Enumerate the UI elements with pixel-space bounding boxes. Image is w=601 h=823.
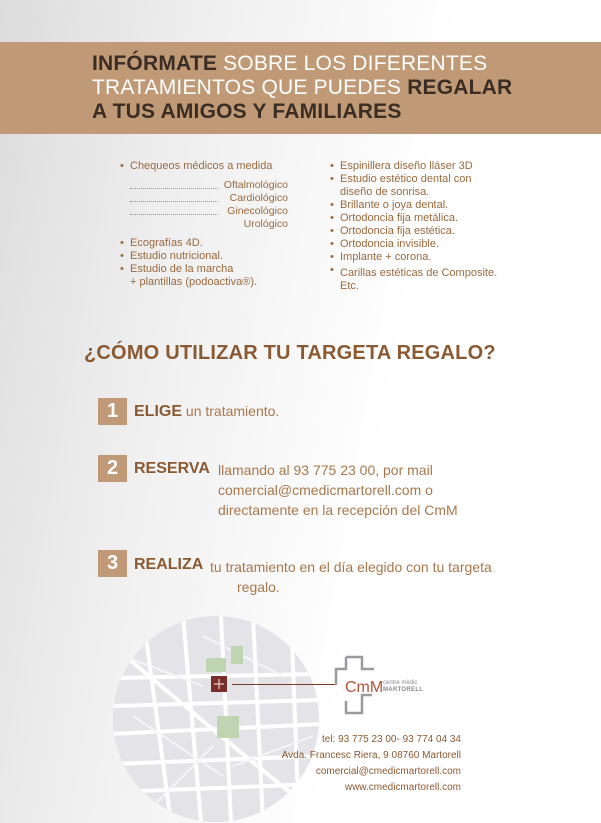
- list-item-continuation: + plantillas (podoactiva®).: [130, 276, 258, 288]
- list-item: • Ortodoncia invisible.: [330, 238, 497, 251]
- list-item-etc: Etc.: [340, 280, 359, 292]
- list-item-continuation: diseño de sonrisa.: [340, 186, 430, 198]
- step-3-line-1: tu tratamiento en el día elegido con tu targeta: [210, 559, 492, 575]
- sub-item-ginecologico: Ginecológico: [227, 205, 288, 217]
- step-3-title: REALIZA: [134, 556, 204, 573]
- treatment-list-right: [330, 160, 497, 293]
- banner-line-1: INFÓRMATE SOBRE LOS DIFERENTES: [92, 52, 488, 75]
- logo-text: centre mèdic MARTORELL: [383, 680, 424, 693]
- treatment-list-left-2: [120, 237, 257, 289]
- header-banner: [0, 42, 601, 134]
- list-item: • Estudio de la marcha: [120, 263, 257, 276]
- banner-line-2: TRATAMIENTOS QUE PUEDES REGALAR: [92, 76, 513, 99]
- contact-address: Avda. Francesc Riera, 9 08760 Martorell: [281, 750, 461, 761]
- step-number-2: 2: [98, 455, 127, 482]
- step-number-1: 1: [98, 398, 127, 425]
- logo-mark: CmM: [345, 679, 384, 696]
- step-2-title: RESERVA: [134, 460, 210, 477]
- banner-line-3: A TUS AMIGOS Y FAMILIARES: [92, 100, 402, 123]
- sub-item-urologico: Urológico: [243, 218, 288, 230]
- dotted-leader: [130, 201, 218, 202]
- sub-item-cardiologico: Cardiológico: [229, 192, 288, 204]
- list-item: • Implante + corona.: [330, 251, 497, 264]
- contact-web[interactable]: www.cmedicmartorell.com: [344, 782, 461, 793]
- list-item: • Chequeos médicos a medida: [120, 160, 272, 173]
- section-title: ¿CÓMO UTILIZAR TU TARGETA REGALO?: [84, 342, 496, 364]
- list-item: • Ortodoncia fija metálica.: [330, 212, 497, 225]
- list-item: • Brillante o joya dental.: [330, 199, 497, 212]
- step-2-line-3: directamente en la recepción del CmM: [218, 502, 458, 518]
- sub-item-oftalmologico: Oftalmológico: [223, 179, 288, 191]
- step-number-3: 3: [98, 550, 127, 577]
- dotted-leader: [130, 188, 218, 189]
- contact-info: [282, 733, 461, 794]
- list-item: • Estudio nutricional.: [120, 250, 257, 263]
- treatment-list-left: [120, 160, 272, 173]
- list-item: • Ecografías 4D.: [120, 237, 257, 250]
- map-pointer-line: [232, 684, 336, 685]
- step-1-title: ELIGE un tratamiento.: [134, 403, 280, 420]
- list-item: • Estudio estético dental con: [330, 173, 497, 186]
- step-3-line-2: regalo.: [237, 579, 280, 595]
- list-item: • Espinillera diseño lláser 3D: [330, 160, 497, 173]
- step-2-line-1: llamando al 93 775 23 00, por mail: [218, 462, 433, 478]
- contact-tel: tel: 93 775 23 00- 93 774 04 34: [321, 734, 461, 745]
- contact-email[interactable]: comercial@cmedicmartorell.com: [315, 766, 461, 777]
- step-2-line-2: comercial@cmedicmartorell.com o: [218, 482, 433, 498]
- list-item: • Carillas estéticas de Composite.: [330, 264, 497, 280]
- dotted-leader: [130, 214, 218, 215]
- list-item: • Ortodoncia fija estética.: [330, 225, 497, 238]
